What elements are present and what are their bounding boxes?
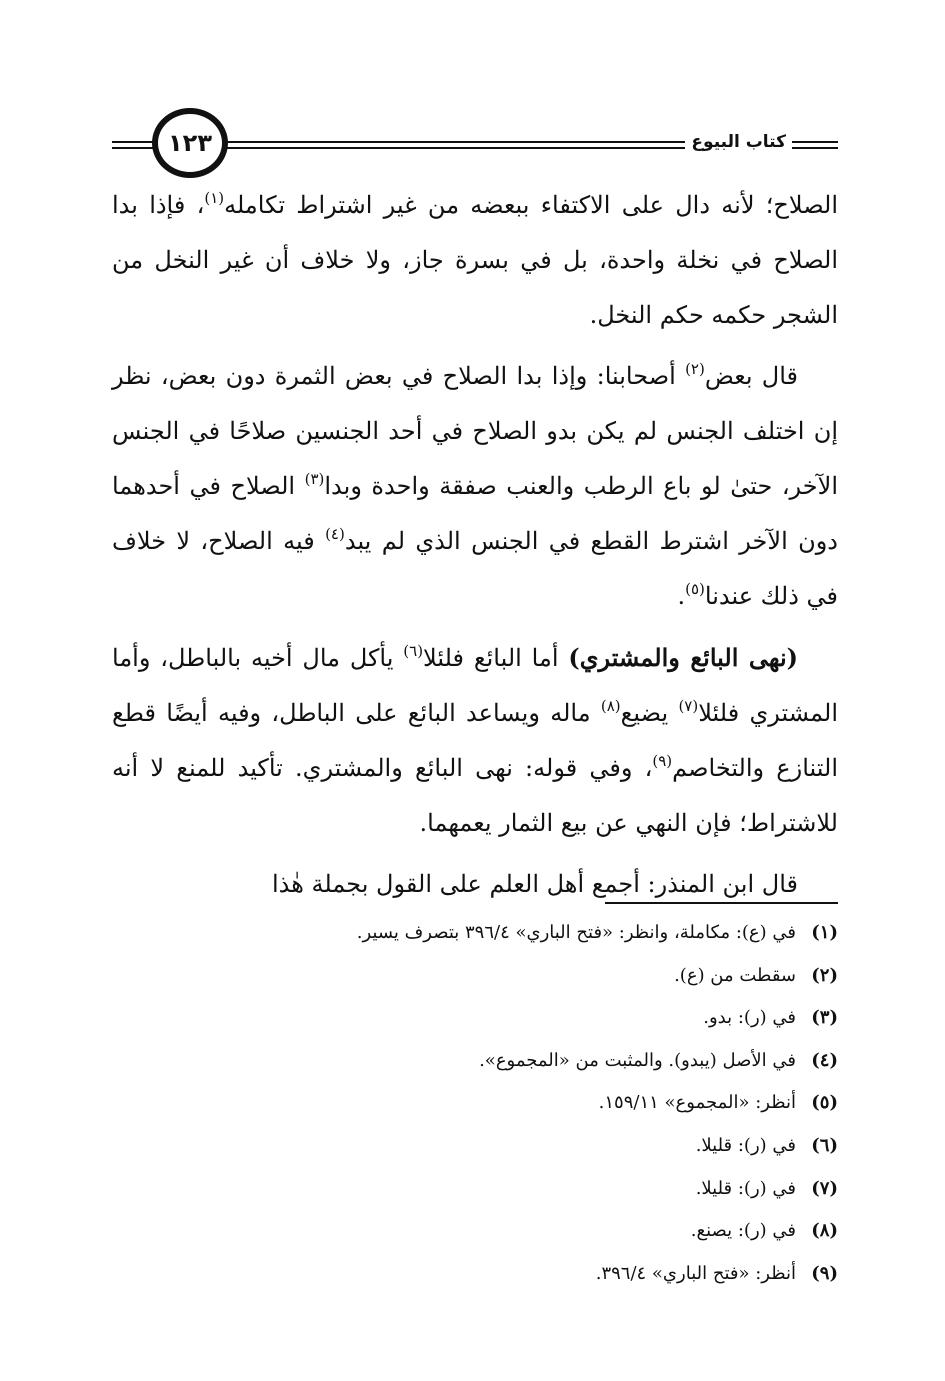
- footnote-ref: (١): [204, 189, 225, 207]
- footnote-ref: (٢): [685, 360, 705, 378]
- footnote-number: (٣): [811, 1007, 838, 1029]
- footnote: [148, 1125, 838, 1168]
- section-heading: (نهى البائع والمشتري): [568, 643, 799, 672]
- page-number: ١٢٣: [152, 108, 228, 178]
- footnote-ref: (٨): [600, 697, 621, 715]
- footnote-number: (٦): [811, 1134, 838, 1156]
- text-run: يضيع: [620, 699, 679, 727]
- footnote-separator: [605, 902, 838, 904]
- footnotes-list: [148, 912, 838, 1295]
- footnote: [148, 1168, 838, 1211]
- footnote-text: في (ر): بدو.: [703, 1007, 796, 1029]
- footnote-ref: (٧): [678, 697, 699, 715]
- footnote-ref: (٤): [325, 525, 345, 543]
- text-run: .: [677, 582, 686, 610]
- text-run: يأكل مال أخيه بالباطل، وأما المشتري فلئلا: [112, 644, 839, 727]
- footnote-ref: (٥): [685, 580, 705, 598]
- paragraph: [112, 630, 838, 851]
- footnote-text: في (ر): قليلا.: [695, 1177, 796, 1199]
- footnote: [148, 1253, 838, 1296]
- footnote: [148, 1210, 838, 1253]
- footnote-text: في (ر): يصنع.: [690, 1220, 796, 1242]
- footnote-number: (٢): [811, 964, 838, 986]
- footnote-text: سقطت من (ع).: [674, 964, 796, 986]
- text-run: أصحابنا: وإذا بدا الصلاح في بعض الثمرة دون بعض، نظر إن اختلف الجنس لم يكن بدو الصلاح في أحد الجنسين صلاحًا في الجنس الآخر، حتىٰ لو باع الرطب والعنب صفقة واحدة وبدا: [112, 362, 838, 500]
- paragraph: [112, 178, 838, 343]
- text-run: فيه الصلاح، لا خلاف في ذلك عندنا: [112, 527, 838, 610]
- footnote-ref: (٦): [403, 642, 424, 660]
- main-text: [112, 178, 838, 918]
- footnote-number: (٧): [811, 1177, 838, 1199]
- footnote-number: (٥): [811, 1092, 838, 1114]
- footnote-text: أنظر: «المجموع» ١٥٩/١١.: [598, 1092, 796, 1114]
- text-run: أما البائع فلئلا: [423, 644, 569, 672]
- footnote: [148, 912, 838, 955]
- footnote: [148, 1040, 838, 1083]
- footnote-text: في (ع): مكاملة، وانظر: «فتح الباري» ٣٩٦/٤ بتصرف يسير.: [356, 922, 796, 943]
- text-run: قال بعض: [704, 362, 799, 390]
- footnote-number: (٩): [811, 1262, 838, 1284]
- footnote: [148, 955, 838, 998]
- text-run: الصلاح في أحدهما دون الآخر اشترط القطع في الجنس الذي لم يبد: [112, 472, 838, 555]
- text-run: قال ابن المنذر: أجمع أهل العلم على القول بجملة هٰذا: [271, 870, 798, 898]
- text-run: الصلاح؛ لأنه دال على الاكتفاء ببعضه من غير اشتراط تكامله: [224, 191, 838, 219]
- footnote: [148, 997, 838, 1040]
- footnote-number: (٨): [811, 1220, 838, 1242]
- footnote: [148, 1082, 838, 1125]
- running-header: [112, 108, 838, 184]
- chapter-title: كتاب البيوع: [685, 131, 792, 153]
- text-run: ، فإذا بدا الصلاح في نخلة واحدة، بل في بسرة جاز، ولا خلاف أن غير النخل من الشجر حكمه حكم النخل.: [112, 191, 838, 329]
- footnote-text: في الأصل (يبدو). والمثبت من «المجموع».: [479, 1049, 796, 1071]
- footnote-ref: (٣): [304, 470, 325, 488]
- text-run: ماله ويساعد البائع على الباطل، وفيه أيضًا قطع التنازع والتخاصم: [112, 699, 838, 782]
- footnote-number: (١): [811, 922, 838, 943]
- footnote-ref: (٩): [652, 752, 673, 770]
- footnote-number: (٤): [811, 1049, 838, 1071]
- text-run: ، وفي قوله: نهى البائع والمشتري. تأكيد للمنع لا أنه للاشتراط؛ فإن النهي عن بيع الثمار يعمهما.: [112, 754, 838, 837]
- paragraph: [112, 349, 838, 624]
- footnote-text: أنظر: «فتح الباري» ٣٩٦/٤.: [595, 1262, 796, 1284]
- footnote-text: في (ر): قليلا.: [695, 1134, 796, 1156]
